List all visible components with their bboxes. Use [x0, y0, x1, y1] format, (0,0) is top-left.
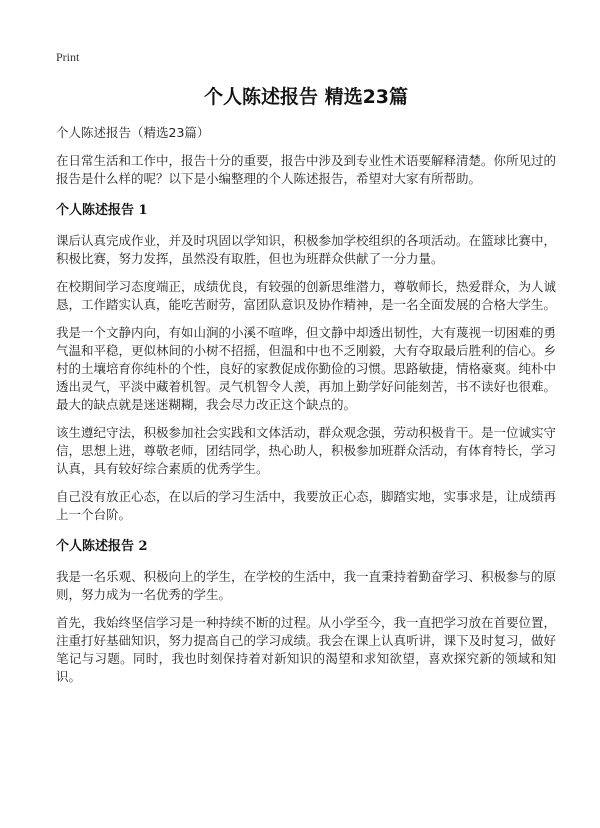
section-heading: 个人陈述报告 2 [56, 539, 148, 554]
paragraph: 我是一名乐观、积极向上的学生，在学校的生活中，我一直秉持着勤奋学习、积极参与的原则，努力成为一名优秀的学生。 [56, 569, 557, 602]
paragraph: 自己没有放正心态，在以后的学习生活中，我要放正心态，脚踏实地，实事求是，让成绩再上一个台阶。 [56, 489, 557, 522]
section-1 [56, 202, 556, 524]
page-title: 个人陈述报告 精选23篇 [203, 86, 409, 108]
section-2 [56, 538, 556, 686]
print-link[interactable]: Print [56, 50, 80, 64]
paragraph: 在校期间学习态度端正，成绩优良，有较强的创新思维潜力，尊敬师长，热爱群众，为人诚恳，工作踏实认真，能吃苦耐劳，富团队意识及协作精神，是一名全面发展的合格大学生。 [56, 279, 557, 312]
paragraph: 我是一个文静内向，有如山涧的小溪不喧哗，但文静中却透出韧性，大有蔑视一切困难的勇气温和平稳，更似林间的小树不招摇，但温和中也不乏刚毅，大有夺取最后胜利的信心。乡村的土壤培育你纯朴的个性，良好的家教促成你勤俭的习惯。思路敏捷，情格豪爽。纯朴中透出灵气，平淡中藏着机智。灵气机智令人羡，再加上勤学好问能刻苦，书不读好也很难。最大的缺点就是迷迷糊糊，我会尽力改正这个缺点的。 [56, 325, 557, 412]
paragraph: 首先，我始终坚信学习是一种持续不断的过程。从小学至今，我一直把学习放在首要位置，注重打好基础知识，努力提高自己的学习成绩。我会在课上认真听讲，课下及时复习，做好笔记与习题。同时，我也时刻保持着对新知识的渴望和求知欲望，喜欢探究新的领域和知识。 [56, 615, 557, 684]
document-subtitle: 个人陈述报告（精选23篇） [56, 125, 210, 140]
paragraph: 该生遵纪守法，积极参加社会实践和文体活动，群众观念强，劳动积极肯干。是一位诚实守信，思想上进，尊敬老师，团结同学，热心助人，积极参加班群众活动，有体育特长，学习认真，具有较好综合素质的优秀学生。 [56, 425, 557, 476]
intro-paragraph: 在日常生活和工作中，报告十分的重要，报告中涉及到专业性术语要解释清楚。你所见过的报告是什么样的呢？以下是小编整理的个人陈述报告，希望对大家有所帮助。 [56, 153, 557, 186]
paragraph: 课后认真完成作业，并及时巩固以学知识，积极参加学校组织的各项活动。在篮球比赛中，积极比赛，努力发挥，虽然没有取胜，但也为班群众供献了一分力量。 [56, 233, 557, 266]
section-heading: 个人陈述报告 1 [56, 203, 148, 218]
